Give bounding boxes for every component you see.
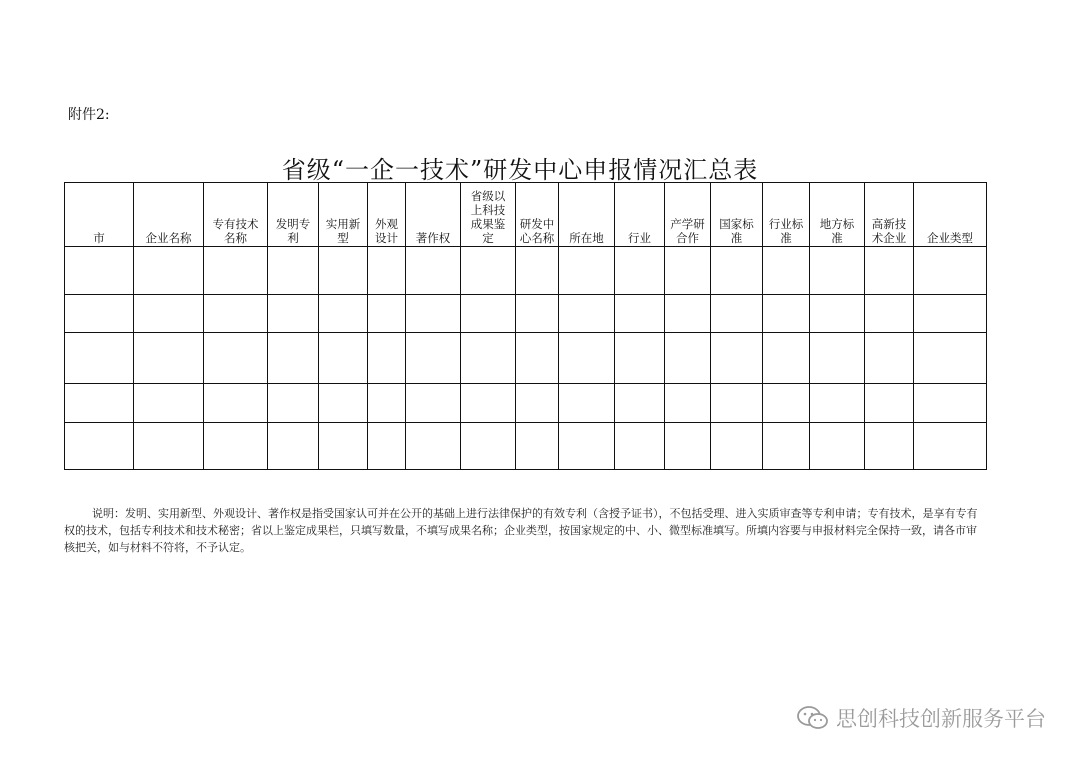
table-cell (711, 333, 763, 384)
table-cell (711, 295, 763, 333)
table-cell (368, 423, 406, 470)
table-cell (134, 333, 204, 384)
table-cell (368, 247, 406, 295)
table-cell (461, 333, 516, 384)
table-cell (368, 384, 406, 423)
table-cell (914, 384, 987, 423)
table-cell (268, 423, 319, 470)
table-cell (319, 295, 368, 333)
table-cell (204, 295, 268, 333)
table-cell (711, 423, 763, 470)
table-cell (461, 384, 516, 423)
table-cell (516, 247, 559, 295)
table-cell (461, 423, 516, 470)
table-cell (711, 384, 763, 423)
table-cell (665, 423, 711, 470)
table-body (65, 247, 987, 470)
table-cell (810, 247, 865, 295)
table-cell (134, 384, 204, 423)
table-cell (665, 247, 711, 295)
table-cell (516, 295, 559, 333)
table-cell (134, 423, 204, 470)
table-cell (914, 295, 987, 333)
table-cell (763, 384, 810, 423)
table-cell (615, 247, 665, 295)
table-cell (810, 333, 865, 384)
table-header-row (65, 183, 987, 247)
table-cell (810, 384, 865, 423)
table-cell (615, 384, 665, 423)
watermark-text: 思创科技创新服务平台 (836, 707, 1046, 731)
header-cell: 企业名称 (134, 183, 204, 247)
header-cell: 产学研 合作 (665, 183, 711, 247)
table-cell (559, 295, 615, 333)
table-cell (406, 333, 461, 384)
table-cell (368, 295, 406, 333)
header-cell: 地方标 准 (810, 183, 865, 247)
header-cell: 所在地 (559, 183, 615, 247)
table-cell (559, 247, 615, 295)
table-cell (665, 384, 711, 423)
table-cell (763, 295, 810, 333)
table-cell (319, 384, 368, 423)
header-cell: 实用新 型 (319, 183, 368, 247)
table-row (65, 333, 987, 384)
header-cell: 高新技 术企业 (865, 183, 914, 247)
table-cell (268, 333, 319, 384)
table-cell (665, 295, 711, 333)
table-cell (763, 423, 810, 470)
table-cell (204, 247, 268, 295)
table-cell (559, 384, 615, 423)
header-cell: 研发中 心名称 (516, 183, 559, 247)
table-cell (204, 423, 268, 470)
table-cell (368, 333, 406, 384)
table-cell (615, 295, 665, 333)
watermark (796, 703, 1046, 733)
table-cell (711, 247, 763, 295)
table-cell (204, 384, 268, 423)
table-cell (461, 247, 516, 295)
table-cell (319, 247, 368, 295)
table-cell (865, 247, 914, 295)
table-cell (204, 333, 268, 384)
table-cell (65, 333, 134, 384)
table-row (65, 247, 987, 295)
table-cell (268, 247, 319, 295)
table-cell (516, 384, 559, 423)
table-cell (914, 333, 987, 384)
table-cell (65, 384, 134, 423)
table-cell (914, 247, 987, 295)
header-cell: 发明专 利 (268, 183, 319, 247)
header-cell: 企业类型 (914, 183, 987, 247)
header-cell: 行业标 准 (763, 183, 810, 247)
table-cell (810, 295, 865, 333)
table-cell (559, 333, 615, 384)
table-cell (763, 247, 810, 295)
header-cell: 外观 设计 (368, 183, 406, 247)
wechat-icon (796, 705, 830, 731)
header-cell: 市 (65, 183, 134, 247)
table-cell (665, 333, 711, 384)
table-row (65, 423, 987, 470)
header-cell: 省级以 上科技 成果鉴 定 (461, 183, 516, 247)
page-title: 省级“一企一技术”研发中心申报情况汇总表 (281, 156, 759, 184)
table-cell (406, 384, 461, 423)
table-cell (406, 423, 461, 470)
table-cell (134, 295, 204, 333)
header-cell: 行业 (615, 183, 665, 247)
table-row (65, 295, 987, 333)
table-cell (461, 295, 516, 333)
table-cell (615, 333, 665, 384)
table-cell (865, 423, 914, 470)
table-cell (319, 423, 368, 470)
table-cell (406, 247, 461, 295)
table-cell (65, 295, 134, 333)
summary-table (64, 182, 987, 470)
table-cell (319, 333, 368, 384)
header-cell: 著作权 (406, 183, 461, 247)
table-cell (865, 333, 914, 384)
table-cell (406, 295, 461, 333)
table-cell (65, 423, 134, 470)
attachment-label: 附件2: (68, 107, 110, 123)
table-cell (134, 247, 204, 295)
table-cell (268, 295, 319, 333)
table-cell (615, 423, 665, 470)
table-cell (763, 333, 810, 384)
table-cell (559, 423, 615, 470)
table-cell (810, 423, 865, 470)
explanation-note: 说明：发明、实用新型、外观设计、著作权是指受国家认可并在公开的基础上进行法律保护的有效专利（含授予证书），不包括受理、进入实质审查等专利申请；专有技术，是享有专有权的技术，包括专利技术和技术秘密；省以上鉴定成果栏，只填写数量，不填写成果名称；企业类型，按国家规定的中、小、微型标准填写。所填内容要与申报材料完全保持一致，请各市审核把关，如与材料不符将，不予认定。 (64, 507, 978, 554)
table-cell (865, 384, 914, 423)
table-cell (516, 333, 559, 384)
header-cell: 专有技术 名称 (204, 183, 268, 247)
table-cell (268, 384, 319, 423)
table-cell (516, 423, 559, 470)
table-cell (865, 295, 914, 333)
table-row (65, 384, 987, 423)
table-cell (914, 423, 987, 470)
header-cell: 国家标 准 (711, 183, 763, 247)
table-cell (65, 247, 134, 295)
